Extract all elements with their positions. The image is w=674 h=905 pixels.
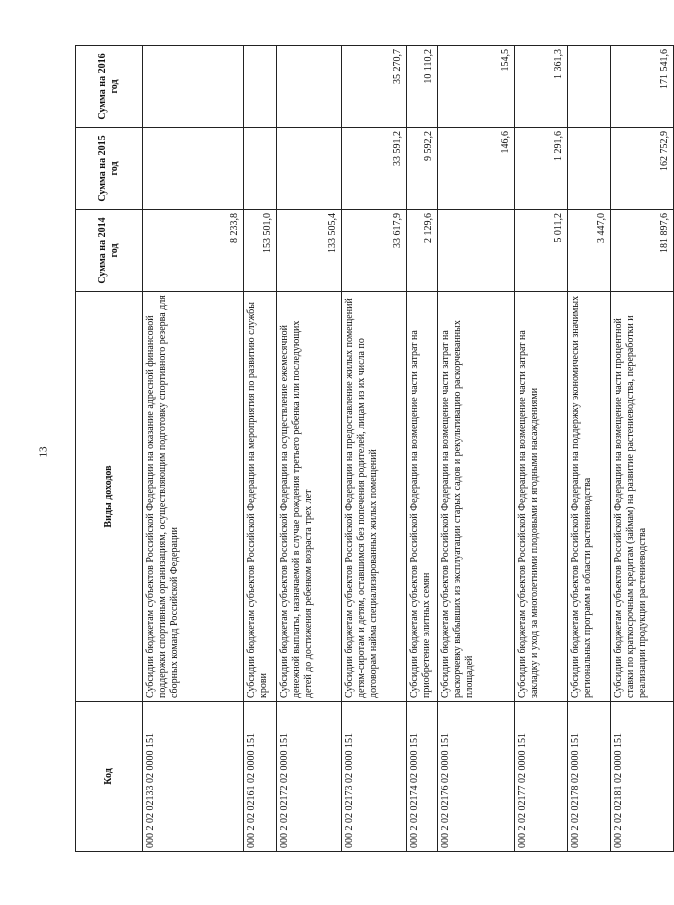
row-code: 000 2 02 02174 02 0000 151	[407, 702, 438, 852]
row-code: 000 2 02 02173 02 0000 151	[342, 702, 407, 852]
row-description: Субсидии бюджетам субъектов Российской Федерации на поддержку экономически значимых региональных программ в области растениеводства	[568, 292, 611, 702]
row-sum-2016	[143, 46, 244, 128]
table-row	[143, 46, 244, 852]
table-row	[438, 46, 515, 852]
row-sum-2016	[277, 46, 342, 128]
row-code: 000 2 02 02172 02 0000 151	[277, 702, 342, 852]
row-sum-2015	[143, 128, 244, 210]
table-row	[244, 46, 277, 852]
row-sum-2014: 33 617,9	[342, 210, 407, 292]
row-description: Субсидии бюджетам субъектов Российской Федерации на мероприятия по развитию службы крови	[244, 292, 277, 702]
row-description: Субсидии бюджетам субъектов Российской Федерации на осуществление ежемесячной денежной выплаты, назначаемой в случае рождения третьего ребенка или последующих детей до достижения ребенком возраста трех лет	[277, 292, 342, 702]
table-row	[277, 46, 342, 852]
row-sum-2014: 2 129,6	[407, 210, 438, 292]
row-description: Субсидии бюджетам субъектов Российской Федерации на возмещение части процентной ставки по краткосрочным кредитам (займам) на развитие растениеводства, переработки и реализации продукции растениеводства	[611, 292, 674, 702]
row-sum-2016	[568, 46, 611, 128]
header-sum-2016: Сумма на 2016 год	[76, 46, 143, 128]
row-description: Субсидии бюджетам субъектов Российской Федерации на возмещение части затрат на раскорчевку выбывших из эксплуатации старых садов и рекультивацию раскорчеванных площадей	[438, 292, 515, 702]
header-sum-2014: Сумма на 2014 год	[76, 210, 143, 292]
row-sum-2016	[244, 46, 277, 128]
row-description: Субсидии бюджетам субъектов Российской Федерации на возмещение части затрат на приобретение элитных семян	[407, 292, 438, 702]
row-sum-2014: 133 505,4	[277, 210, 342, 292]
header-sum-2015: Сумма на 2015 год	[76, 128, 143, 210]
row-code: 000 2 02 02161 02 0000 151	[244, 702, 277, 852]
row-code: 000 2 02 02133 02 0000 151	[143, 702, 244, 852]
table-row	[611, 46, 674, 852]
row-description: Субсидии бюджетам субъектов Российской Федерации на предоставление жилых помещений детям-сиротам и детям, оставшимся без попечения родителей, лицам из их числа по договорам найма специализированных жилых помещений	[342, 292, 407, 702]
row-code: 000 2 02 02177 02 0000 151	[515, 702, 568, 852]
row-sum-2016: 171 541,6	[611, 46, 674, 128]
table-row	[342, 46, 407, 852]
row-sum-2015	[568, 128, 611, 210]
row-sum-2014: 5 011,2	[515, 210, 568, 292]
table-row	[407, 46, 438, 852]
income-table	[75, 45, 674, 852]
row-sum-2015: 162 752,9	[611, 128, 674, 210]
row-code: 000 2 02 02178 02 0000 151	[568, 702, 611, 852]
row-code: 000 2 02 02181 02 0000 151	[611, 702, 674, 852]
row-description: Субсидии бюджетам субъектов Российской Федерации на возмещение части затрат на закладку и уход за многолетними плодовыми и ягодными насаждениями	[515, 292, 568, 702]
table-header-row	[76, 46, 143, 852]
row-sum-2014: 181 897,6	[611, 210, 674, 292]
row-sum-2014: 3 447,0	[568, 210, 611, 292]
row-sum-2015	[244, 128, 277, 210]
row-sum-2014: 8 233,8	[143, 210, 244, 292]
row-sum-2016: 1 361,3	[515, 46, 568, 128]
header-code: Код	[76, 702, 143, 852]
rotated-page-content	[75, 46, 671, 852]
row-sum-2014	[438, 210, 515, 292]
header-income-type: Виды доходов	[76, 292, 143, 702]
row-sum-2015: 146,6	[438, 128, 515, 210]
row-sum-2015: 33 591,2	[342, 128, 407, 210]
row-sum-2015: 1 291,6	[515, 128, 568, 210]
page-number: 13	[37, 446, 50, 458]
row-code: 000 2 02 02176 02 0000 151	[438, 702, 515, 852]
row-sum-2015: 9 592,2	[407, 128, 438, 210]
row-sum-2016: 154,5	[438, 46, 515, 128]
row-sum-2016: 10 110,2	[407, 46, 438, 128]
row-sum-2015	[277, 128, 342, 210]
row-description: Субсидии бюджетам субъектов Российской Федерации на оказание адресной финансовой поддержки спортивным организациям, осуществляющим подготовку спортивного резерва для сборных команд Российской Федерации	[143, 292, 244, 702]
table-row	[568, 46, 611, 852]
row-sum-2014: 153 501,0	[244, 210, 277, 292]
table-row	[515, 46, 568, 852]
row-sum-2016: 35 270,7	[342, 46, 407, 128]
